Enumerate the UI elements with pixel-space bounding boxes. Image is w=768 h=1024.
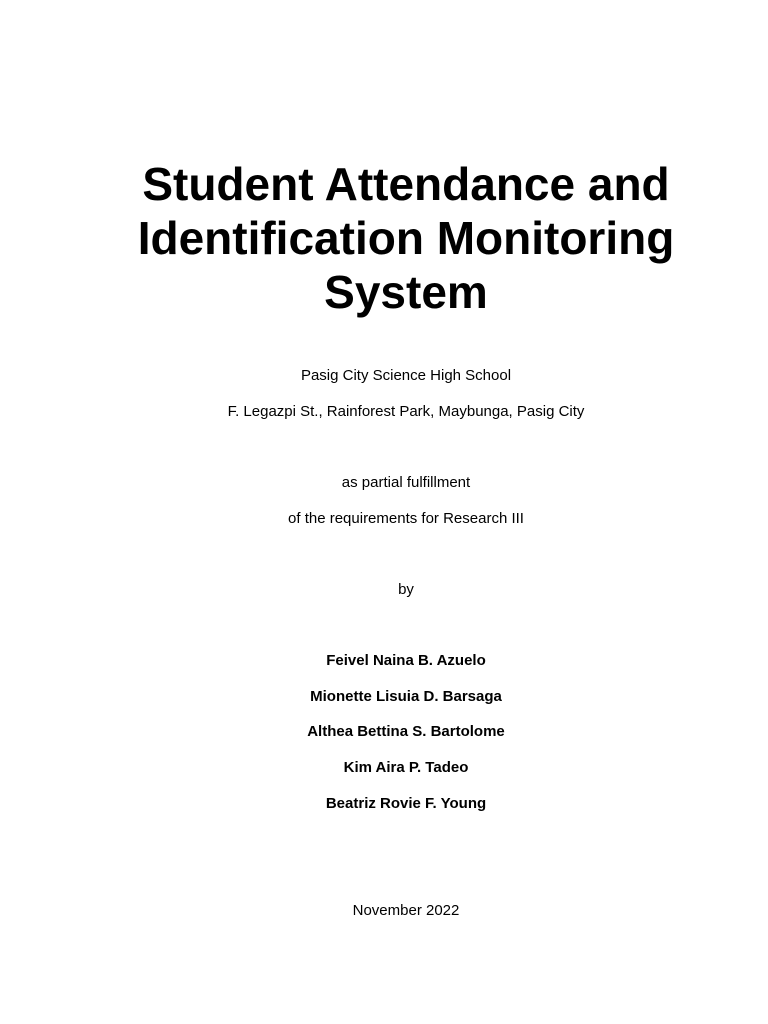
fulfillment-line-1: as partial fulfillment — [341, 474, 471, 491]
submission-date: November 2022 — [352, 902, 460, 919]
by-label: by — [398, 581, 414, 598]
author-name: Althea Bettina S. Bartolome — [307, 723, 505, 740]
document-title — [84, 157, 728, 319]
document-title-line: Identification Monitoring — [137, 212, 675, 264]
school-address: F. Legazpi St., Rainforest Park, Maybunga, Pasig City — [227, 403, 585, 420]
school-name: Pasig City Science High School — [300, 367, 512, 384]
author-name: Beatriz Rovie F. Young — [325, 795, 487, 812]
fulfillment-line-2: of the requirements for Research III — [288, 510, 524, 527]
author-name: Kim Aira P. Tadeo — [343, 759, 469, 776]
author-name: Feivel Naina B. Azuelo — [326, 652, 486, 669]
author-name: Mionette Lisuia D. Barsaga — [310, 688, 502, 705]
document-title-line: System — [324, 266, 488, 318]
document-title-line: Student Attendance and — [142, 158, 670, 210]
